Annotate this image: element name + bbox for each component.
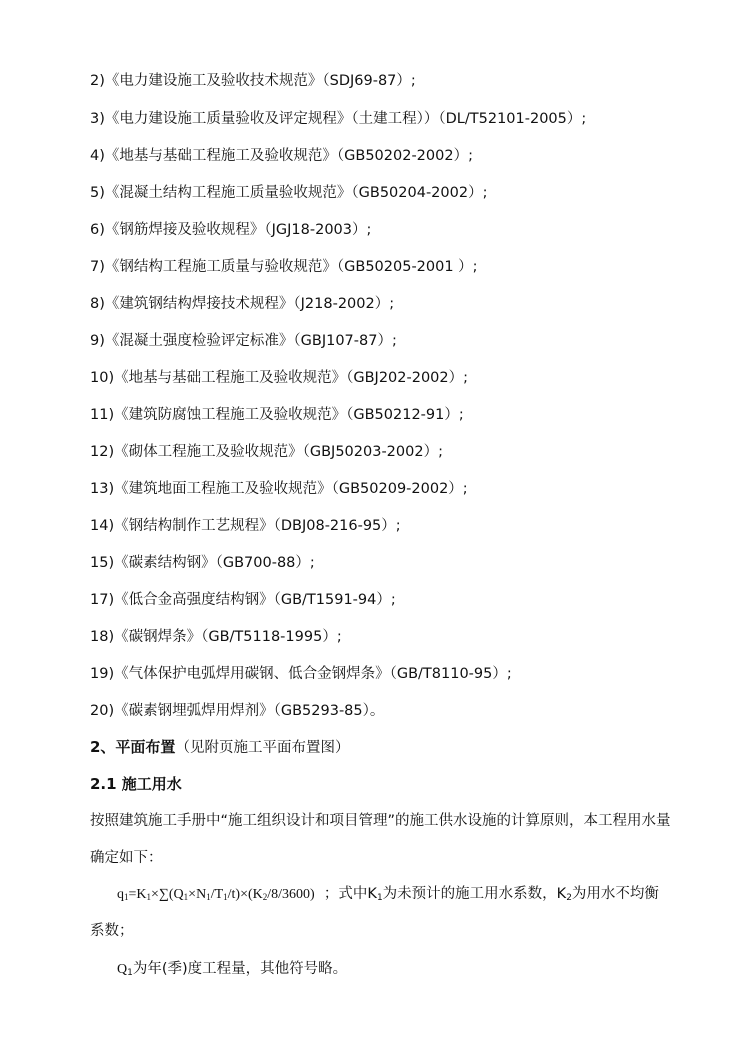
section-heading <box>90 737 349 758</box>
reference-item: 12)《砌体工程施工及验收规范》（GBJ50203-2002）; <box>90 444 443 460</box>
reference-item: 9)《混凝土强度检验评定标准》（GBJ107-87）; <box>90 333 397 349</box>
reference-item: 6)《钢筋焊接及验收规程》（JGJ18-2003）; <box>90 222 372 238</box>
formula-line <box>117 884 659 905</box>
section-title: 2、平面布置 <box>90 738 176 756</box>
reference-item: 18)《碳钢焊条》（GB/T5118-1995）; <box>90 629 342 645</box>
reference-item: 3)《电力建设施工质量验收及评定规程》（土建工程））（DL/T52101-2005）; <box>90 111 587 127</box>
subsection-heading: 2.1 施工用水 <box>90 775 182 793</box>
section-subtitle: （见附页施工平面布置图） <box>175 740 350 756</box>
reference-item: 15)《碳素结构钢》（GB700-88）; <box>90 555 315 571</box>
formula-expression: $q_1=K_1\times\sum(Q_1\times N_1/T_1/t)\times(K_2/8/3600)$ <box>117 887 315 902</box>
reference-item: 8)《建筑钢结构焊接技术规程》（J218-2002）; <box>90 296 395 312</box>
reference-item: 4)《地基与基础工程施工及验收规范》（GB50202-2002）; <box>90 148 473 164</box>
reference-item: 20)《碳素钢埋弧焊用焊剂》（GB5293-85）。 <box>90 703 385 719</box>
paragraph-line: 确定如下： <box>90 850 163 866</box>
reference-item: 19)《气体保护电弧焊用碳钢、低合金钢焊条》（GB/T8110-95）; <box>90 666 512 682</box>
reference-item: 5)《混凝土结构工程施工质量验收规范》（GB50204-2002）; <box>90 185 488 201</box>
reference-item: 13)《建筑地面工程施工及验收规范》（GB50209-2002）; <box>90 481 468 497</box>
formula-continuation: 系数； <box>90 923 134 939</box>
reference-item: 10)《地基与基础工程施工及验收规范》（GBJ202-2002）; <box>90 370 469 386</box>
reference-item: 17)《低合金高强度结构钢》（GB/T1591-94）; <box>90 592 396 608</box>
formula-description: ；式中$K_1$为未预计的施工用水系数，$K_2$为用水不均衡 <box>323 886 659 903</box>
reference-item: 14)《钢结构制作工艺规程》（DBJ08-216-95）; <box>90 518 401 534</box>
reference-item: 2)《电力建设施工及验收技术规范》（SDJ69-87）; <box>90 73 416 89</box>
paragraph-line: 按照建筑施工手册中“施工组织设计和项目管理”的施工供水设施的计算原则，本工程用水量 <box>90 813 671 829</box>
reference-item: 11)《建筑防腐蚀工程施工及验收规范》（GB50212-91）; <box>90 407 464 423</box>
reference-item: 7)《钢结构工程施工质量与验收规范》（GB50205-2001 ）; <box>90 259 478 275</box>
note-line: $Q_1$为年(季)度工程量，其他符号略。 <box>117 961 348 978</box>
